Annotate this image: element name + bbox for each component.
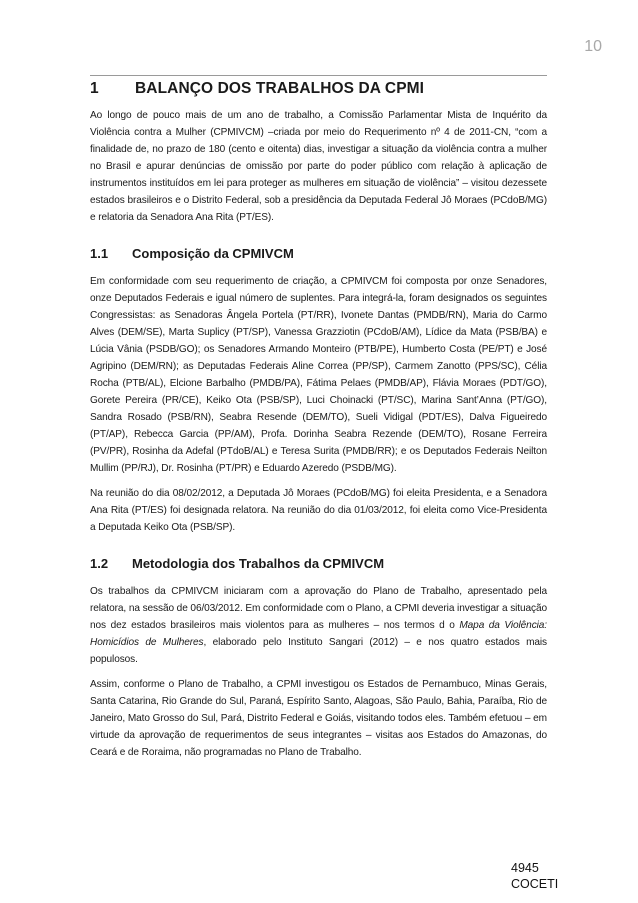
section-1-paragraph: Ao longo de pouco mais de um ano de trabalho, a Comissão Parlamentar Mista de Inquérito da Violência contra a Mulher (CPMIVCM) –criada por meio do Requerimento nº 4 de 2011-CN, “com a finalidade de, no prazo de 180 (cento e oitenta) dias, investigar a situação da violência contra a mulher no Brasil e apurar denúncias de omissão por parte do poder público com relação à aplicação de instrumentos instituídos em lei para proteger as mulheres em situação de violência” – visitou dezessete estados brasileiros e o Distrito Federal, sob a presidência da Deputada Federal Jô Moraes (PCdoB/MG) e relatoria da Senadora Ana Rita (PT/ES). [90, 110, 547, 223]
document-body [90, 79, 547, 769]
paragraph-text-end: , elaborado pelo Instituto Sangari (2012) – e nos quatro estados mais populosos. [90, 637, 547, 665]
section-1-2-heading [90, 555, 547, 573]
section-1-1-number: 1.1 [90, 246, 109, 261]
section-1-1-title: Composição da CPMIVCM [132, 246, 294, 261]
section-1-2-title: Metodologia dos Trabalhos da CPMIVCM [132, 556, 385, 571]
header-rule [90, 75, 547, 76]
stamp-label: COCETI [511, 877, 559, 891]
section-1-1-heading [90, 245, 547, 263]
section-1-1-paragraph-2: Na reunião do dia 08/02/2012, a Deputada Jô Moraes (PCdoB/MG) foi eleita Presidenta, e a Senadora Ana Rita (PT/ES) foi designada relatora. Na reunião do dia 01/03/2012, foi eleita como Vice-Presidenta a Deputada Keiko Ota (PSB/SP). [90, 488, 547, 533]
section-1-2-paragraph-1 [90, 583, 547, 668]
section-1-heading [90, 79, 547, 99]
section-1-number: 1 [90, 80, 99, 97]
section-1-2-number: 1.2 [90, 556, 109, 571]
stamp-number: 4945 [511, 861, 539, 875]
paragraph-text-start: Os trabalhos da CPMIVCM iniciaram com a aprovação do Plano de Trabalho, apresentado pela relatora, na sessão de 06/03/2012. Em conformidade com o Plano, a CPMI deveria investigar a situação nos dez estados brasileiros mais violentos para as mulheres – nos termos d o [90, 586, 547, 631]
section-1-1-paragraph-1: Em conformidade com seu requerimento de criação, a CPMIVCM foi composta por onze Senadores, onze Deputados Federais e igual número de suplentes. Para integrá-la, foram designados os seguintes Congressistas: as Senadoras Ângela Portela (PT/RR), Ivonete Dantas (PMDB/RN), Maria do Carmo Alves (DEM/SE), Marta Suplicy (PT/SP), Vanessa Grazziotin (PCdoB/AM), Lídice da Mata (PSB/BA) e Lúcia Vânia (PSDB/GO); os Senadores Armando Monteiro (PTB/PE), Humberto Costa (PE/PT) e José Agripino (DEM/RN); as Deputadas Federais Aline Correa (PP/SP), Carmem Zanotto (PPS/SC), Célia Rocha (PTB/AL), Elcione Barbalho (PMDB/PA), Fátima Pelaes (PMDB/AP), Flávia Moraes (PDT/GO), Gorete Pereira (PR/CE), Keiko Ota (PSB/SP), Luci Choinacki (PT/SC), Marina Sant’Anna (PT/GO), Sandra Rosado (PSB/RN), Seabra Resende (DEM/TO), Sueli Vidigal (PDT/ES), Dalva Figueiredo (PT/AP), Rebecca Garcia (PP/AM), Profa. Dorinha Seabra Rezende (DEM/TO), Rosane Ferreira (PV/PR), Rosinha da Adefal (PTdoB/AL) e Teresa Surita (PMDB/RR); e os Deputados Federais Neilton Mullim (PP/RJ), Dr. Rosinha (PT/PR) e Eduardo Azeredo (PSDB/MG). [90, 276, 547, 474]
page-stamp [511, 860, 558, 892]
section-1-2-paragraph-2: Assim, conforme o Plano de Trabalho, a CPMI investigou os Estados de Pernambuco, Minas Gerais, Santa Catarina, Rio Grande do Sul, Paraná, Espírito Santo, Alagoas, São Paulo, Bahia, Paraíba, Rio de Janeiro, Mato Grosso do Sul, Pará, Distrito Federal e Goiás, visitando todos eles. Também efetuou – em virtude da aprovação de requerimentos de seus integrantes – visitas aos Estados do Amazonas, do Ceará e de Roraima, não programadas no Plano de Trabalho. [90, 679, 547, 758]
cited-work-title: Mapa da Violência: Homicídios de Mulheres [90, 620, 547, 648]
section-1-title: BALANÇO DOS TRABALHOS DA CPMI [135, 80, 425, 97]
page-number: 10 [584, 38, 602, 55]
